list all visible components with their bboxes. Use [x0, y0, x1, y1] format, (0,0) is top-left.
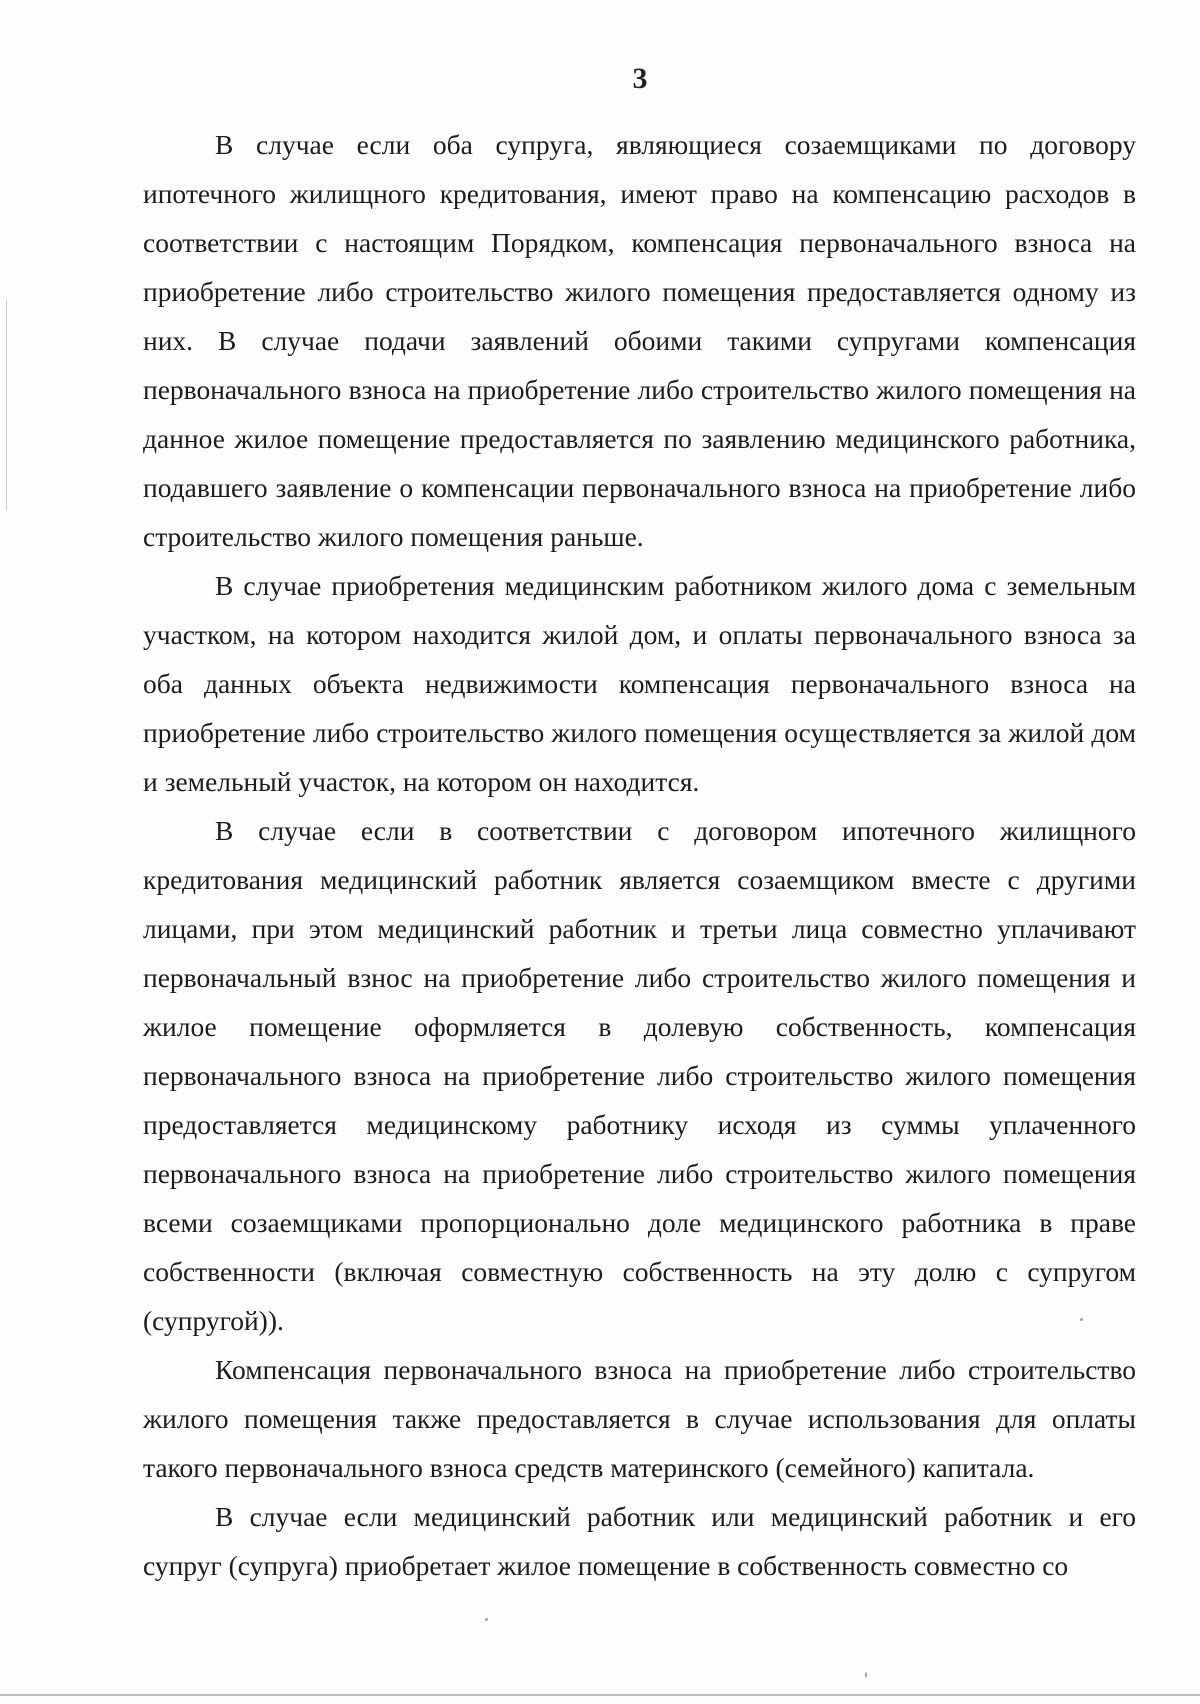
document-body [143, 120, 1136, 1590]
paragraph-house-with-land: В случае приобретения медицинским работником жилого дома с земельным участком, на котором находится жилой дом, и оплаты первоначального взноса за оба данных объекта недвижимости компенсация первоначального взноса на приобретение либо строительство жилого помещения осуществляется за жилой дом и земельный участок, на котором он находится. [143, 570, 1136, 797]
scan-speck [1080, 1318, 1083, 1321]
scan-speck [485, 1618, 488, 1621]
scan-edge-artifact [6, 300, 7, 510]
scan-edge-artifact [0, 1694, 1200, 1696]
page-number: 3 [632, 62, 648, 95]
paragraph-spouses-coborrowers: В случае если оба супруга, являющиеся созаемщиками по договору ипотечного жилищного кредитования, имеют право на компенсацию расходов в соответствии с настоящим Порядком, компенсация первоначального взноса на приобретение либо строительство жилого помещения предоставляется одному из них. В случае подачи заявлений обоими такими супругами компенсация первоначального взноса на приобретение либо строительство жилого помещения на данное жилое помещение предоставляется по заявлению медицинского работника, подавшего заявление о компенсации первоначального взноса на приобретение либо строительство жилого помещения раньше. [143, 129, 1136, 552]
paragraph-maternity-capital: Компенсация первоначального взноса на приобретение либо строительство жилого помещения также предоставляется в случае использования для оплаты такого первоначального взноса средств материнского (семейного) капитала. [143, 1354, 1136, 1483]
scan-speck [865, 1672, 867, 1678]
paragraph-shared-ownership: В случае если в соответствии с договором ипотечного жилищного кредитования медицинский работник является созаемщиком вместе с другими лицами, при этом медицинский работник и третьи лица совместно уплачивают первоначальный взнос на приобретение либо строительство жилого помещения и жилое помещение оформляется в долевую собственность, компенсация первоначального взноса на приобретение либо строительство жилого помещения предоставляется медицинскому работнику исходя из суммы уплаченного первоначального взноса на приобретение либо строительство жилого помещения всеми созаемщиками пропорционально доле медицинского работника в праве собственности (включая совместную собственность на эту долю с супругом (супругой)). [143, 815, 1136, 1336]
paragraph-joint-purchase: В случае если медицинский работник или медицинский работник и его супруг (супруга) приобретает жилое помещение в собственность совместно со [143, 1501, 1136, 1581]
